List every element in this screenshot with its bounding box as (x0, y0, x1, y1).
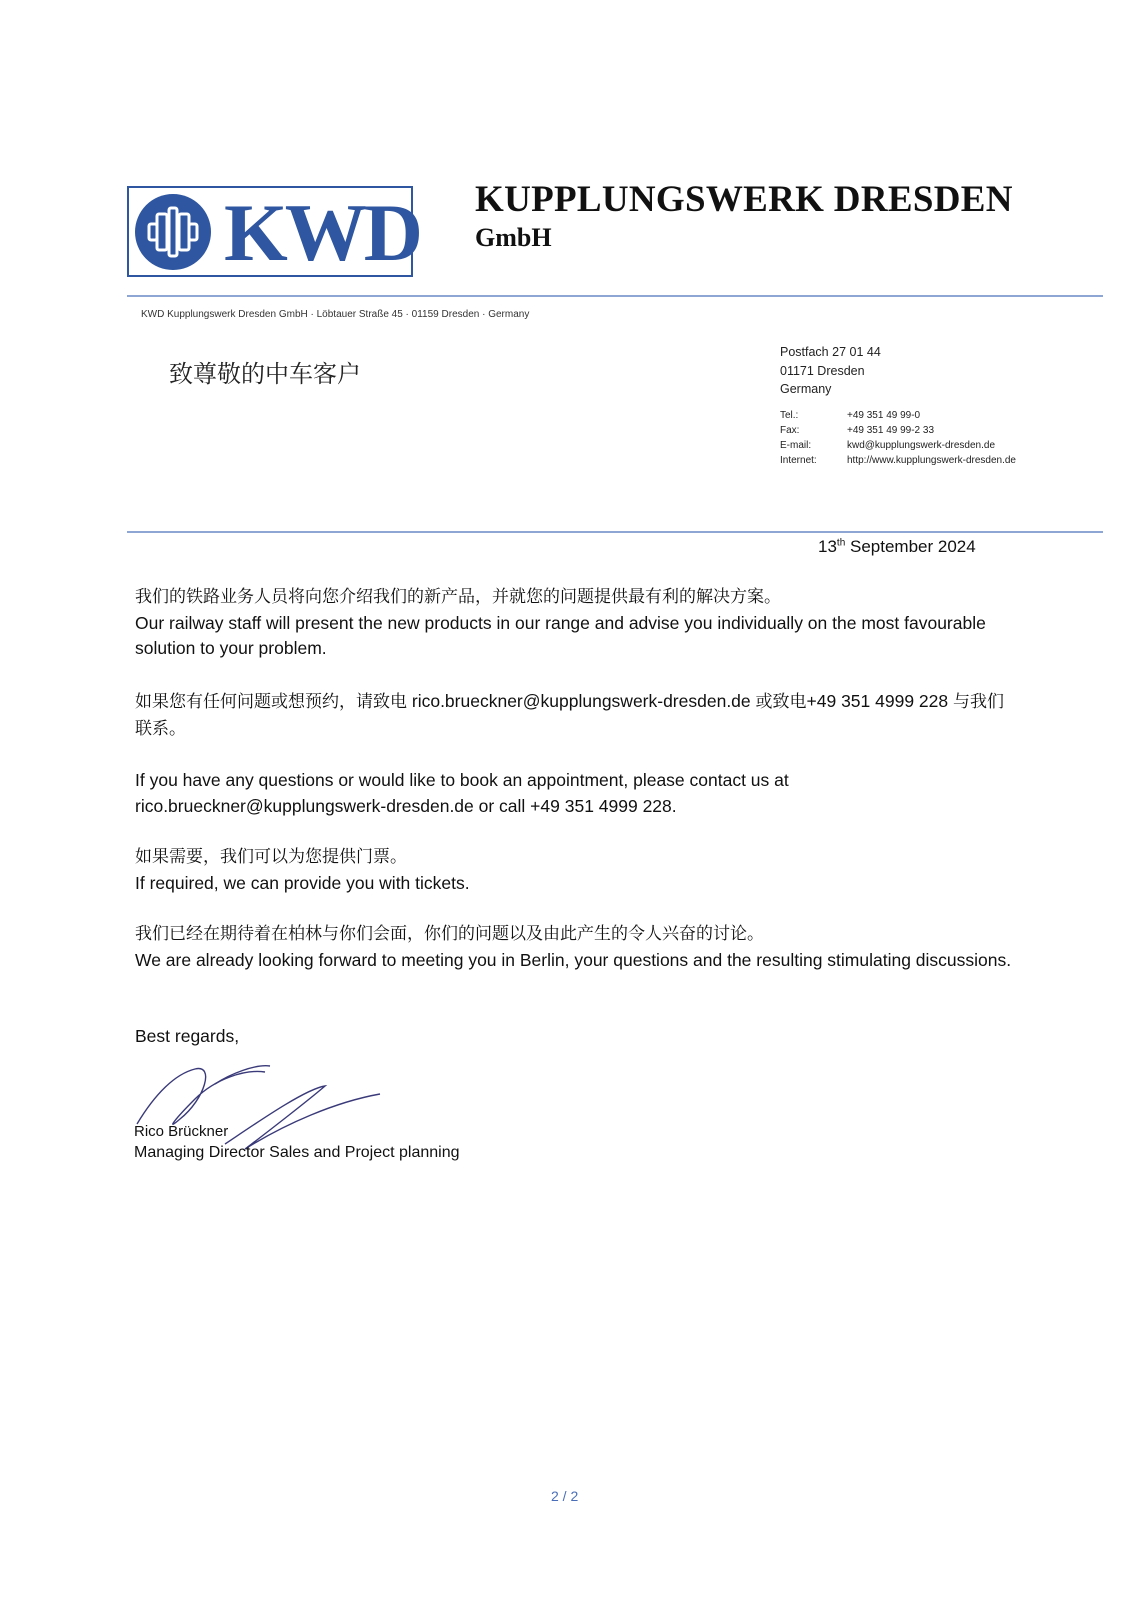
paragraph-cn: 如果需要，我们可以为您提供门票。 (135, 847, 407, 867)
contact-row-email (780, 438, 1016, 453)
contact-row-fax (780, 423, 1016, 438)
contact-email-link[interactable]: rico.brueckner@kupplungswerk-dresden.de (411, 691, 751, 711)
company-logo (127, 186, 420, 278)
date-rest: September 2024 (850, 537, 976, 556)
contact-label: Fax: (780, 425, 800, 436)
header-divider (127, 295, 1103, 297)
address-line: 01171 Dresden (780, 363, 865, 378)
handwritten-signature (135, 1064, 385, 1154)
salutation: 致尊敬的中车客户 (169, 360, 361, 388)
paragraph-cn: 我们的铁路业务人员将向您介绍我们的新产品，并就您的问题提供最有利的解决方案。 (135, 587, 781, 607)
company-legal-form: GmbH (475, 223, 552, 252)
contact-value: +49 351 49 99-0 (847, 410, 921, 421)
body-divider (127, 531, 1103, 533)
postal-address (780, 343, 881, 399)
paragraph-en: Our railway staff will present the new products in our range and advise you individually on the most favourable solution to your problem. (135, 612, 986, 658)
logo-text: KWD (224, 187, 420, 278)
paragraph-3 (135, 768, 1015, 819)
paragraph-4 (135, 845, 1015, 896)
company-name: KUPPLUNGSWERK DRESDEN (475, 179, 1013, 220)
contact-row-tel (780, 408, 1016, 423)
letter-date (818, 537, 976, 557)
closing: Best regards, (135, 1026, 240, 1046)
address-line: Germany (780, 382, 832, 396)
date-suffix: th (836, 537, 846, 549)
contact-phone: +49 351 4999 228 (806, 691, 949, 711)
paragraph-cn: 如果您有任何问题或想预约，请致电 (135, 692, 407, 712)
contact-value: +49 351 49 99-2 33 (847, 425, 935, 436)
paragraph-2 (135, 689, 1015, 742)
contact-value[interactable]: http://www.kupplungswerk-dresden.de (847, 455, 1016, 466)
signatory-title: Managing Director Sales and Project planning (134, 1144, 460, 1161)
contact-value[interactable]: kwd@kupplungswerk-dresden.de (847, 440, 996, 451)
paragraph-cn: 或致电 (755, 692, 807, 712)
paragraph-en: If required, we can provide you with tickets. (135, 872, 470, 893)
paragraph-1 (135, 585, 1015, 662)
page-number: 2 / 2 (551, 1488, 579, 1504)
date-day: 13 (818, 537, 837, 556)
paragraph-en: If you have any questions or would like to book an appointment, please contact us at rico.brueckner@kupplungswerk-dresden.de or call +49 351 4999 228. (135, 770, 789, 816)
coupling-logo-icon (135, 194, 211, 270)
paragraph-en: We are already looking forward to meeting you in Berlin, your questions and the resulting stimulating discussions. (135, 949, 1012, 970)
paragraph-cn: 我们已经在期待着在柏林与你们会面，你们的问题以及由此产生的令人兴奋的讨论。 (135, 924, 764, 944)
contact-row-internet (780, 453, 1016, 468)
paragraph-cn: 与我们联系。 (135, 692, 1005, 739)
paragraph-5 (135, 922, 1015, 973)
sender-address-line: KWD Kupplungswerk Dresden GmbH · Löbtauer Straße 45 · 01159 Dresden · Germany (141, 309, 530, 320)
contact-label: E-mail: (780, 440, 812, 451)
address-line: Postfach 27 01 44 (780, 345, 881, 359)
contact-label: Tel.: (780, 410, 799, 421)
contact-block (780, 408, 1016, 468)
signatory-name: Rico Brückner (134, 1123, 229, 1140)
contact-label: Internet: (780, 455, 817, 466)
